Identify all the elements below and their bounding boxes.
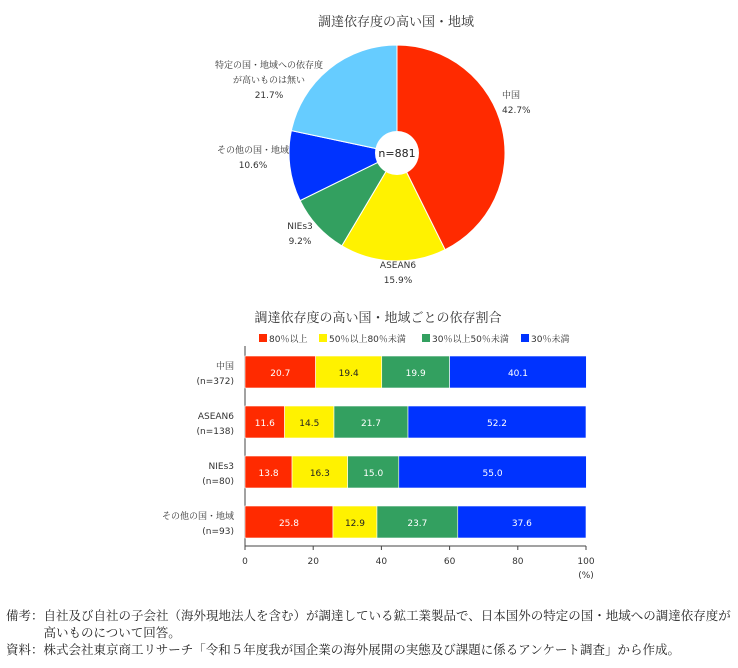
pie-center-label: n=881	[378, 147, 416, 160]
bar-data-label: 14.5	[299, 419, 320, 429]
bar-data-label: 21.7	[360, 419, 382, 429]
note-remarks	[6, 607, 736, 641]
pie-slice-value: 9.2%	[288, 237, 312, 247]
bar-title: 調達依存度の高い国・地域ごとの依存割合	[254, 311, 502, 326]
pie-slice-label: その他の国・地域	[216, 146, 290, 156]
legend-swatch	[319, 334, 327, 342]
bar-category-label: 中国	[215, 362, 234, 372]
legend-swatch	[422, 334, 430, 342]
legend-label: 30％以上50％未満	[432, 335, 509, 345]
note-source-text: 株式会社東京商工リサーチ「令和５年度我が国企業の海外展開の実態及び課題に係るアンケート調査」から作成。	[43, 642, 681, 657]
legend-swatch	[259, 334, 267, 342]
legend-label: 80％以上	[269, 335, 308, 345]
legend-swatch	[521, 334, 529, 342]
bar-data-label: 19.9	[405, 369, 426, 379]
x-tick-label: 40	[375, 557, 388, 567]
note-source	[6, 641, 736, 658]
bar-data-label: 16.3	[309, 469, 330, 479]
bar-data-label: 12.9	[344, 519, 365, 529]
note-source-label: 資料：	[6, 642, 44, 657]
x-tick-label: 0	[242, 557, 248, 567]
pie-title: 調達依存度の高い国・地域	[317, 15, 475, 30]
bar-data-label: 15.0	[363, 469, 384, 479]
pie-slice-value: 15.9%	[383, 276, 413, 286]
x-tick-label: 20	[307, 557, 319, 567]
bar-data-label: 55.0	[482, 469, 503, 479]
pie-slice-value: 21.7%	[254, 91, 284, 101]
bar-category-label: その他の国・地域	[161, 512, 234, 522]
bar-data-label: 19.4	[338, 369, 359, 379]
bar-data-label: 40.1	[507, 369, 528, 379]
bar-data-label: 37.6	[511, 519, 532, 529]
bar-data-label: 11.6	[254, 419, 275, 429]
pie-slice-label: ASEAN6	[379, 261, 417, 271]
bar-data-label: 13.8	[258, 469, 279, 479]
bar-category-n: (n=80)	[202, 477, 234, 487]
pie-slice-label: 中国	[502, 91, 521, 101]
x-axis-unit: (%)	[578, 571, 594, 581]
x-tick-label: 100	[577, 557, 595, 567]
legend-label: 30％未満	[531, 335, 570, 345]
x-tick-label: 80	[512, 557, 524, 567]
pie-slice-label: NIEs3	[287, 222, 313, 232]
bar-category-label: ASEAN6	[197, 412, 234, 422]
pie-slice-value: 42.7%	[502, 106, 531, 116]
bar-data-label: 52.2	[486, 419, 508, 429]
legend-label: 50％以上80％未満	[329, 335, 406, 345]
bar-category-n: (n=372)	[196, 377, 234, 387]
bar-category-n: (n=138)	[196, 427, 234, 437]
pie-slice-label: が高いものは無い	[232, 76, 306, 86]
bar-data-label: 25.8	[278, 519, 300, 529]
bar-category-label: NIEs3	[208, 462, 234, 472]
note-remarks-label: 備考：	[6, 608, 44, 623]
notes	[6, 607, 736, 658]
bar-category-n: (n=93)	[202, 527, 234, 537]
bar-data-label: 20.7	[270, 369, 291, 379]
pie-slice-label: 特定の国・地域への依存度	[214, 61, 324, 71]
note-remarks-text: 自社及び自社の子会社（海外現地法人を含む）が調達している鉱工業製品で、日本国外の特定の国・地域への調達依存度が高いものについて回答。	[43, 608, 731, 640]
bar-data-label: 23.7	[407, 519, 428, 529]
x-tick-label: 60	[443, 557, 456, 567]
pie-slice-value: 10.6%	[238, 161, 268, 171]
